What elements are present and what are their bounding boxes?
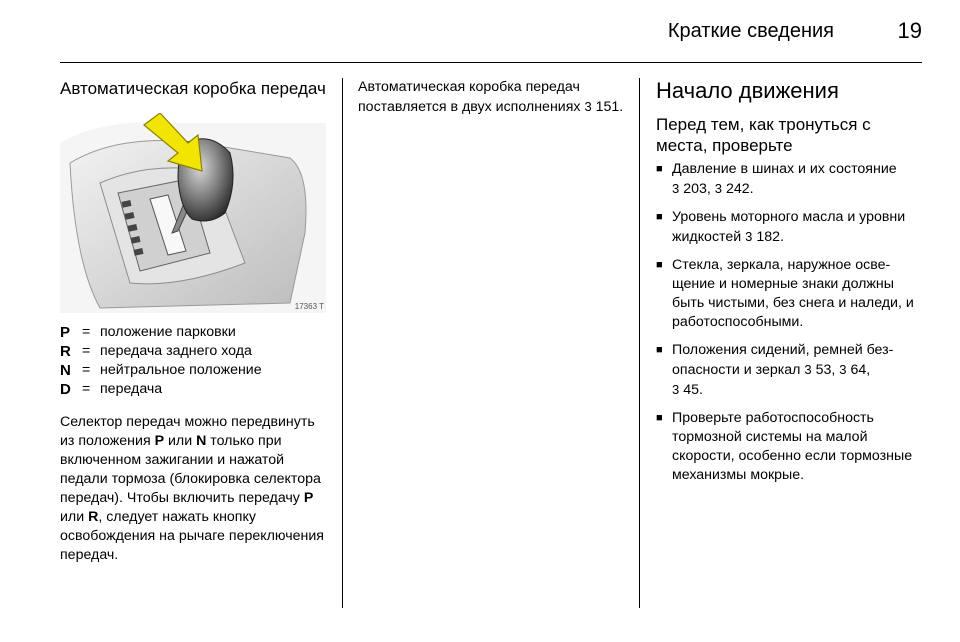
- legend-key: R: [60, 343, 71, 360]
- column-middle: [358, 78, 626, 117]
- page-ref-icon: 3: [745, 229, 753, 244]
- legend-row: [60, 323, 332, 342]
- legend-equals: =: [82, 362, 91, 378]
- page-ref-icon: 3: [672, 382, 680, 397]
- bullet-icon: ■: [656, 259, 663, 271]
- legend-text: передача: [100, 381, 163, 397]
- column-right: [656, 78, 926, 494]
- list-item: ■ Проверьте работоспособность тормозной системы на малой скорости, особенно если тормозные механизмы мокрые.: [656, 410, 913, 483]
- legend-equals: =: [82, 343, 91, 359]
- list-item: ■ Уровень моторного масла и уровни жидкостей 3 182.: [656, 209, 906, 245]
- legend-key: D: [60, 381, 71, 398]
- section-heading: Автоматическая коробка передач: [60, 79, 326, 98]
- page-ref-icon: 3: [839, 362, 847, 377]
- list-item: ■ Стекла, зеркала, наружное освещение и номерные знаки должны быть чистыми, без снега и наледи, и работоспособными.: [656, 257, 914, 330]
- bullet-icon: ■: [656, 412, 663, 424]
- page-ref-icon: 3: [714, 181, 722, 196]
- checklist: [656, 160, 926, 485]
- column-left: [60, 78, 332, 565]
- page-ref: 151.: [595, 99, 624, 115]
- sub-heading: Перед тем, как тронуться с места, проверьте: [656, 115, 871, 155]
- illustration-code: 17363 T: [294, 302, 324, 311]
- list-item: ■ Давление в шинах и их состояние 3 203, 3 242.: [656, 161, 897, 197]
- legend-text: передача заднего хода: [100, 343, 252, 359]
- gear-shift-icon: [60, 113, 326, 313]
- legend-text: положение парковки: [100, 324, 236, 340]
- gear-selector-illustration: [60, 113, 326, 313]
- column-divider: [342, 78, 343, 608]
- gear-legend: [60, 323, 332, 399]
- legend-row: [60, 380, 332, 399]
- variants-paragraph: Автоматическая коробка передач поставляется в двух исполнениях 3 151.: [358, 79, 624, 115]
- page-ref-icon: 3: [672, 181, 680, 196]
- column-divider: [639, 78, 640, 608]
- bullet-icon: ■: [656, 211, 663, 223]
- page-ref-icon: 3: [804, 362, 812, 377]
- bullet-icon: ■: [656, 163, 663, 175]
- section-title: Краткие сведения: [667, 20, 834, 42]
- main-heading: Начало движения: [656, 78, 839, 103]
- selector-paragraph: Селектор передач можно передвинуть из положения P или N только при включенном зажигании и нажатой педали тормоза (блокировка селектора передач). Чтобы включить передачу P или R, следует нажать кнопку освобождения на рычаге переключения передач.: [60, 414, 324, 563]
- legend-row: [60, 361, 332, 380]
- legend-row: [60, 342, 332, 361]
- page-header: [60, 0, 922, 63]
- legend-text: нейтральное положение: [100, 362, 262, 378]
- page-ref-icon: 3: [584, 99, 592, 114]
- page-number: 19: [897, 18, 922, 43]
- legend-key: P: [60, 324, 71, 341]
- legend-key: N: [60, 362, 71, 379]
- legend-equals: =: [82, 381, 91, 397]
- bullet-icon: ■: [656, 344, 663, 356]
- legend-equals: =: [82, 324, 91, 340]
- list-item: ■ Положения сидений, ремней безопасности и зеркал 3 53, 3 64, 3 45.: [656, 342, 894, 398]
